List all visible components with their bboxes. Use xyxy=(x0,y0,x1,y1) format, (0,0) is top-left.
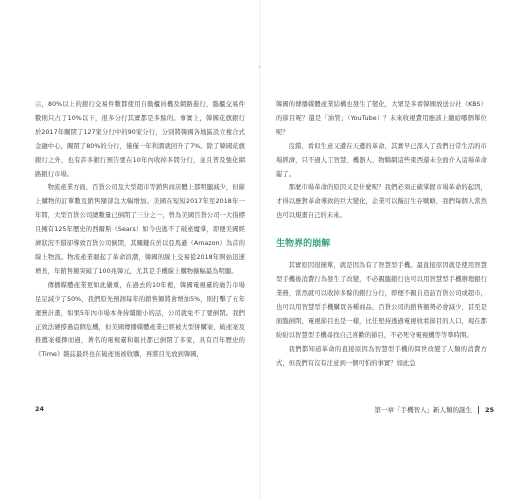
left-page-number: 24 xyxy=(35,405,45,413)
top-dot-mark: · xyxy=(258,63,261,72)
right-paragraph-1: 韓國的傳播媒體產業結構也發生了變化，大眾是多看韓國放送公社（KBS）的節目呢？還是「油管」（YouTube）？未來收視費用應該上繳給哪個單位呢？ xyxy=(276,101,487,136)
right-paragraph-3: 那麼市場革命的原因又是什麼呢？我們必須正確掌握市場革命的起因，才得以應對革命導致的巨大變化，企業可以擬訂生存戰略，我們每個人當然也可以規畫自己的未來。 xyxy=(276,184,487,220)
right-paragraph-5: 我們都知道革命的直接原因為智慧型手機的問世改變了人類的消費方式，但我們有沒有注意到一個可怕的事實？如此急 xyxy=(276,345,487,367)
right-page-number: 25 xyxy=(484,405,494,414)
left-paragraph-2: 物流產業方面，百貨公司及大型超市等銷售商店體上都明顯減少，但線上購物的訂單數及銷售額卻急大幅增加。美國在短短2017年至2018年一年間，大型百貨公司總數量已倒閉了三分之一，曾為美國百貨公司一大指標且擁有125年歷史的西爾斯（Sears）如今也逃不了破產魔掌，即便美國經濟狀況不錯卻導致百貨公司倒閉，其關鍵在於以亞馬遜（Amazon）為首的線上物流。物流產業競起了革命浪潮，韓國的線上交易從2018年開始迅速增長，年銷售額突破了100兆韓元，尤其是手機線上購物擴幅最為明顯。 xyxy=(35,184,245,275)
right-text-column xyxy=(276,98,487,370)
right-page xyxy=(262,0,520,500)
right-paragraph-4: 其實原因很簡單，就是因為有了智慧型手機。最直接原因就是使用智慧型手機後消費行為發生了改變，不必親臨銀行也可以用智慧型手機辦理銀行業務，當然就可以收掉多餘的銀行分行，即便不親自造訪百貨公司或超市，也可以用智慧型手機購買各種商品，百貨公司的銷售額勢必會減少，甚至是面臨倒閉，電視節目也是一樣，比任堅持透過電視收看節目的人口，現在都紛紛以智慧型手機尋找自己喜歡的節目，不必死守電視機等等準時開。 xyxy=(276,262,487,339)
right-footer xyxy=(374,405,494,414)
right-paragraph-2: 沒錯，看似生意又遭在天邊的革命，其實早已深入了我們日常生活的市場經濟，只不過人工智慧、機器人、物聯網這些東西還未全面介入這場革命罷了。 xyxy=(276,142,487,178)
left-paragraph-3: 傳播媒體產業更如此嚴重，在過去的10年裡，韓國電視臺的廣告市場足足減少了50%，我們原先預測每年的銷售額將會增加5%，則打擊了五年運營計畫，如果5年內市場本身持續縮小的話，公司就免不了要倒閉。我們正致法硬撐過這個危機，但美國傳播媒體產業已經被大型併購案、破產案及推薦案樣擇而過，著名的電視臺和報社都已倒閉了多家，具有百年歷史的《Time》雜誌最終也在破產後被收購，再將目光放到韓國， xyxy=(35,281,245,359)
left-text-column xyxy=(35,98,245,362)
section-heading: 生物界的崩解 xyxy=(276,239,331,250)
footer-separator xyxy=(478,406,479,414)
chapter-title-footer: 第一章「手機智人」新人類的誕生 xyxy=(374,406,472,414)
left-paragraph-1: 示，80%以上的銀行交易件數都使用自動櫃員機及網路進行，臨櫃交易件數則只占了10%以下，很多分行其實都是多餘的。事實上，韓國花旗銀行於2017年關閉了127家分行中的90家分行，分別將韓國各地區設立複合式金融中心，關閉了80%的分行，僅僅一年利潤就回升了7%。除了韓國花旗銀行之外，也有許多銀行預告要在10年內收掉多間分行，並且普及強化網路銀行市場。 xyxy=(35,101,245,178)
